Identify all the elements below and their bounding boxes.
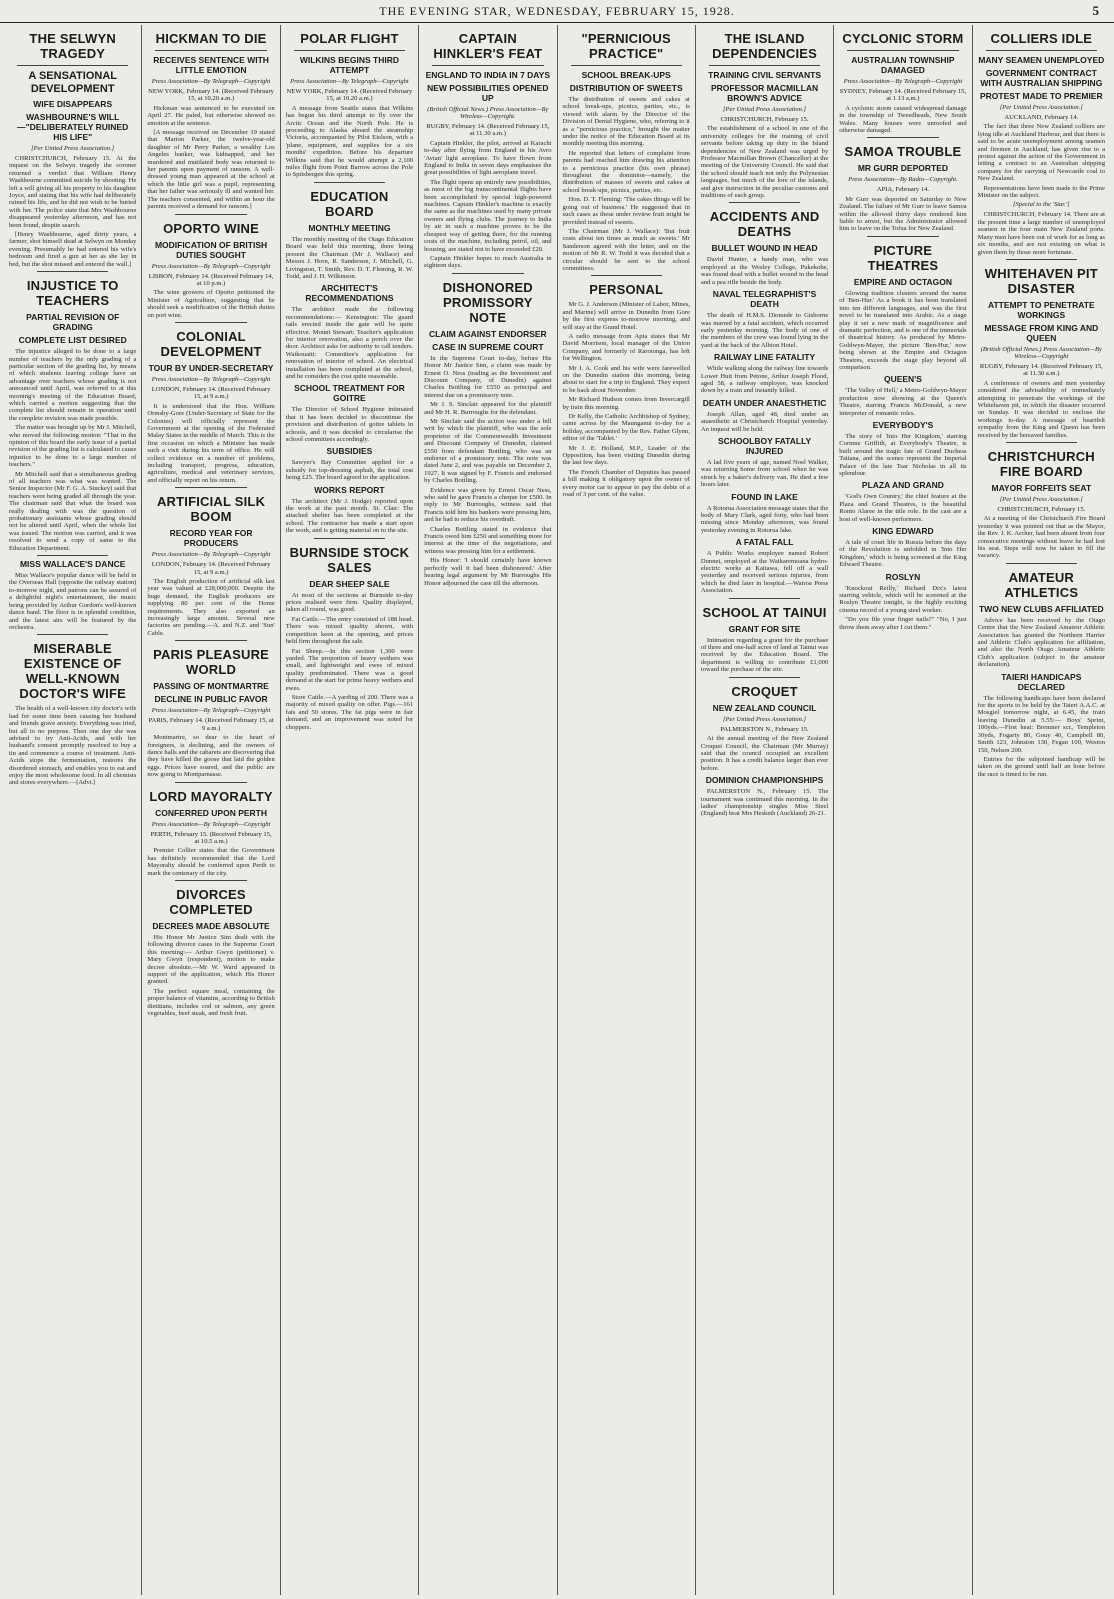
- subheading: MISS WALLACE'S DANCE: [19, 559, 126, 570]
- divider: [155, 50, 266, 51]
- dateline: PERTH, February 15. (Received February 15, at 10.5 a.m.): [150, 830, 272, 845]
- masthead-title: THE EVENING STAR, WEDNESDAY, FEBRUARY 15, 1928.: [379, 3, 735, 18]
- subheading: MR GURR DEPORTED: [857, 163, 949, 174]
- article-paragraph: At a meeting of the Christchurch Fire Board yesterday it was pointed out that as the Mayor, the Rev. J. K. Archer, had been absent from four consecutive meetings without leave he had lost his seat. Steps will now be taken to fill the vacancy.: [977, 515, 1105, 560]
- subheading: TRAINING CIVIL SERVANTS: [708, 70, 821, 80]
- subheading: MANY SEAMEN UNEMPLOYED: [978, 55, 1105, 65]
- article-paragraph: Entries for the subjoined handicap will be taken on the ground until half an hour before the race is timed to be run.: [977, 755, 1105, 778]
- byline: [Per United Press Association.]: [723, 106, 807, 113]
- headline: POLAR FLIGHT: [300, 31, 399, 46]
- divider: [175, 880, 246, 881]
- subheading: EMPIRE AND OCTAGON: [853, 276, 953, 287]
- article-paragraph: The English production of artificial silk last year was valued at £28,000,000. Despite the huge demand, the English producers are supplying 80 per cent of the Home requirements. They also exported an increasingly large amount. Several new factories are pending.—A. and N.Z. and 'Sun' Cable.: [147, 578, 275, 637]
- article-paragraph: Mr Gurr was deported on Saturday to New Zealand. The failure of Mr Gurr to leave Samoa within the allowed thirty days rendered him liable to arrest, but the Administrator allowed him to leave on the Tofua for New Zealand.: [839, 195, 967, 233]
- byline: Press Association—By Telegraph—Copyright: [151, 820, 271, 828]
- headline: PARIS PLEASURE WORLD: [153, 647, 270, 678]
- article-paragraph: At most of the sections at Burnside to-day prices realised were firm. Quality displayed, taken all round, was good.: [285, 591, 414, 614]
- byline: Press Association—By Telegraph—Copyright: [151, 375, 271, 383]
- byline: [Per United Press Association.]: [31, 145, 115, 152]
- column-6: [696, 25, 834, 1595]
- column-7: [834, 25, 972, 1595]
- dateline: CHRISTCHURCH, February 15.: [997, 505, 1086, 513]
- article-paragraph: Mr G. J. Anderson (Minister of Labor, Mines, and Marine) will arrive in Dunedin from Gore by the first express to-morrow morning, and will stay at the Grand Hotel.: [562, 301, 690, 331]
- subheading: QUEEN'S: [883, 374, 922, 385]
- byline: Press Association—By Telegraph—Copyright: [151, 262, 271, 270]
- headline: EDUCATION BOARD: [310, 188, 389, 219]
- subheading: CASE IN SUPREME COURT: [432, 341, 544, 352]
- article-paragraph: David Hunter, a handy man, who was employed at the Wesley College, Pukekohe, was found dead with a bullet wound in the head and a pea rifle beside the body.: [700, 256, 829, 286]
- divider: [709, 65, 820, 66]
- headline: DISHONORED PROMISSORY NOTE: [442, 279, 533, 325]
- divider: [37, 271, 108, 272]
- subheading: BULLET WOUND IN HEAD: [711, 243, 818, 254]
- headline: CAPTAIN HINKLER'S FEAT: [433, 31, 543, 61]
- divider: [175, 322, 246, 323]
- article-paragraph: Fat Cattle.—The entry consisted of 188 head. There was mixed quality shown, with competition keen at the opening, and prices held firm throughout the sale.: [285, 615, 414, 646]
- dateline: LISBON, February 14. (Received February 14, at 10 p.m.): [148, 272, 274, 287]
- article-paragraph: The matter was brought up by Mr J. Mitchell, who moved the following motion: "That in the opinion of this board the early issue of a partial revision of the grading list is calculated to cause injustice to be done to a large number of teachers.": [9, 424, 137, 469]
- article-paragraph: Store Cattle.—A yarding of 200. There was a majority of mixed quality on offer. Pigs.—161 fats and 50 stores. The fat pigs were in fair demand, and an improvement was noted for choppers.: [285, 693, 414, 731]
- article-paragraph: The following handicaps have been declared for the sports to be held by the Taieri A.A.C. at Mosgiel tomorrow night, at 6.45, the train leaving Dunedin at 5.55:— Boys' Sprint, 100yds.—First heat: Bremner scr., Templeton 30yds, Fogarty 80, Gouy 40, Campbell 80, Smith 123, Johnston 130, Fegan 100, Weston 150, Nelson 200.: [977, 694, 1105, 754]
- article-paragraph: The health of a well-known city doctor's wife had for some time been causing her husband and friends grave anxiety. Everything was tried, but all to no purpose. Then one day she was advised to try Anti-Acids, and with her husband's consent promptly resolved to buy a tin and commence a course of treatment. Anti-Acids stops the fermentation, restores the disordered stomach, and enables you to eat and enjoy the most wholesome food. In all chemists and stores everywhere.—[Advt.]: [9, 705, 137, 787]
- subheading: SCHOOL BREAK-UPS: [581, 70, 671, 80]
- subheading: PASSING OF MONTMARTRE: [153, 681, 269, 692]
- subheading: MODIFICATION OF BRITISH DUTIES SOUGHT: [154, 239, 268, 260]
- article-paragraph: 'Knockout Reilly,' Richard Dix's latest starring vehicle, which will be screened at the Roslyn Theatre tonight, is the highly exciting cinema record of a young steel worker.: [839, 584, 967, 614]
- dateline: PALMERSTON N., February 15.: [720, 725, 809, 733]
- divider: [37, 634, 108, 635]
- subheading: CONFERRED UPON PERTH: [155, 807, 268, 818]
- divider: [591, 275, 662, 276]
- subheading: ARCHITECT'S RECOMMENDATIONS: [305, 283, 394, 304]
- subheading: ATTEMPT TO PENETRATE WORKINGS: [987, 299, 1095, 320]
- article-paragraph: A lad five years of age, named Noel Walker, was returning home from school when he was struck by a baker's delivery van. He died a few hours later.: [700, 458, 829, 489]
- subheading: GRANT FOR SITE: [728, 623, 801, 634]
- byline: [Per United Press Association.]: [723, 715, 807, 723]
- headline: PERSONAL: [589, 282, 664, 298]
- divider: [986, 50, 1097, 51]
- article-paragraph: Hickman was sentenced to be executed on April 27. He paled, but otherwise showed no emotion at the sentence.: [147, 104, 275, 127]
- column-1: [4, 25, 142, 1595]
- divider: [1006, 442, 1077, 443]
- subheading: RECEIVES SENTENCE WITH LITTLE EMOTION: [153, 55, 269, 75]
- article-paragraph: The perfect square meal, containing the proper balance of vitamins, according to British dietitians, includes cod or salmon, any green vegetables, beef steak, and fresh fruit.: [147, 987, 275, 1018]
- article-paragraph: Hon. D. T. Fleming: 'The cakes things will be going out of business.' He suggested that in such cases as these under review fruit might be provided instead of sweets.: [562, 196, 690, 226]
- subheading: NEW POSSIBILITIES OPENED UP: [427, 83, 549, 103]
- article-paragraph: 'God's Own Country,' the chief feature at the Plaza and Grand Theatres, is the beautiful Ronto Alaree in the title role. In the cast are a host of well-known performers.: [839, 493, 967, 523]
- headline: CROQUET: [731, 683, 798, 699]
- divider: [1006, 259, 1077, 260]
- subheading: TWO NEW CLUBS AFFILIATED: [978, 603, 1104, 614]
- subheading: PLAZA AND GRAND: [861, 480, 944, 491]
- article-paragraph: Sawyer's Bay Committee applied for a subsidy for top-dressing asphalt, the total cost being £25. The board agreed to the application.: [285, 459, 414, 482]
- headline: PICTURE THEATRES: [867, 242, 939, 273]
- headline: SAMOA TROUBLE: [844, 144, 962, 160]
- divider: [314, 182, 385, 183]
- headline: AMATEUR ATHLETICS: [1004, 569, 1079, 600]
- article-paragraph: The distribution of sweets and cakes at school break-ups, picnics, parties, etc., is viewed with alarm by the Director of the Division of Dental Hygiene, who, referring to it as a "pernicious practice," brought the matter under the notice of the Education Board at its monthly meeting this morning.: [562, 96, 690, 148]
- dateline: NEW YORK, February 14. (Received February 15, at 10.20 a.m.): [148, 88, 274, 103]
- columns-container: [0, 23, 1114, 1595]
- column-3: [281, 25, 419, 1595]
- article-paragraph: Captain Hinkler hopes to reach Australia in eighteen days.: [424, 254, 552, 270]
- divider: [729, 598, 800, 599]
- article-paragraph: Glowing tradition clusters around the name of 'Ben-Hur.' As a book it has been translated into ten different languages, and was the first novel to be translated into Arabic. As a stage play it set a new mark of magnificence and dramatic perfection, and is one of the immortals of theatrical history. As produced by Metro-Goldwyn-Mayer, the picture 'Ben-Hur,' now being shown at the Empire and Octagon Theatres, exceeds the stage play beyond all comparison.: [839, 289, 967, 371]
- dateline: CHRISTCHURCH, February 15.: [720, 116, 809, 123]
- article-paragraph: Montmartre, so dear to the heart of foreigners, is declining, and the owners of dance halls and the cabarets are discovering that they have killed the goose that laid the golden eggs. Prices have soared, and the public are now going to Montparnasse.: [147, 734, 275, 779]
- dateline: PARIS, February 14. (Received February 15, at 9 a.m.): [148, 717, 274, 732]
- article-paragraph: Representations have been made to the Prime Minister on the subject.: [977, 184, 1105, 200]
- article-paragraph: Fat Sheep.—In this section 1,300 were yarded. The proportion of heavy wethers was small, and lightweight and ewes of mixed quality predominated. There was a good demand at the start for prime heavy wethers and ewes.: [285, 647, 414, 692]
- article-paragraph: A Rotorua Association message states that the body of Mary Clark, aged forty, who had been missing since Monday afternoon, was found yesterday evening in Rotorua lake.: [700, 504, 829, 534]
- subheading: WILKINS BEGINS THIRD ATTEMPT: [299, 55, 400, 75]
- dateline: RUGBY, February 14. (Received February 15, at 11.30 a.m.): [979, 362, 1103, 378]
- headline: CHRISTCHURCH FIRE BOARD: [987, 448, 1095, 479]
- subheading: KING EDWARD: [872, 526, 934, 537]
- divider: [847, 50, 958, 51]
- subheading: A FATAL FALL: [735, 537, 794, 548]
- byline: [Per United Press Association.]: [999, 495, 1083, 503]
- subheading: RAILWAY LINE FATALITY: [713, 352, 816, 363]
- subheading: SCHOOLBOY FATALLY INJURED: [717, 435, 812, 456]
- article-paragraph: A conference of owners and men yesterday considered the advisability of immediately attempting to penetrate the workings of the Whitehaven pit, in which the disaster occurred on Sunday. It was decided to enclose the workings to-day. A message of heartfelt sympathy from the King and Queen has been received by the bereaved families.: [977, 379, 1105, 439]
- subheading: MESSAGE FROM KING AND QUEEN: [984, 322, 1099, 343]
- headline: BURNSIDE STOCK SALES: [289, 544, 410, 575]
- article-paragraph: He reported that letters of complaint from parents had reached him drawing his attention to a pernicious practice (his own phrase) throughout the dominion—namely, the distribution of masses of sweets and cakes at school break-ups, picnics, parties, etc.: [562, 149, 690, 194]
- article-paragraph: Mr J. A. Cook and his wife were farewelled on the Dunedin station this morning, being about to start for a trip to England. They expect to be back about November.: [562, 364, 690, 394]
- masthead: [0, 0, 1114, 23]
- headline: ARTIFICIAL SILK BOOM: [156, 494, 266, 525]
- subheading: DOMINION CHAMPIONSHIPS: [705, 775, 824, 786]
- divider: [1006, 563, 1077, 564]
- byline: [Per United Press Association.]: [999, 104, 1083, 111]
- byline: (British Official News.) Press Association—By Wireless—Copyright.: [427, 106, 549, 120]
- divider: [175, 782, 246, 783]
- subheading: PROFESSOR MACMILLAN BROWN'S ADVICE: [710, 83, 819, 103]
- subheading: MAYOR FORFEITS SEAT: [991, 482, 1092, 493]
- subheading: A SENSATIONAL DEVELOPMENT: [28, 70, 117, 95]
- headline: HICKMAN TO DIE: [155, 31, 267, 46]
- article-paragraph: His Honor Mr Justice Sim dealt with the following divorce cases in the Supreme Court this morning:— Arthur Gwyn (petitioner) v. Mary Gwyn (respondent), motion to make decree absolute.—Mr W. Ward appeared in support of the application, which His Honor granted.: [147, 933, 275, 986]
- headline: THE ISLAND DEPENDENCIES: [712, 31, 818, 61]
- divider: [867, 236, 938, 237]
- article-paragraph: At the annual meeting of the New Zealand Croquet Council, the Chairman (Mr Murray) said that the council occupied an excellent position. It has a credit balance larger than ever before.: [700, 735, 829, 772]
- article-paragraph: A tale of court life in Russia before the days of the Revolution is unfolded in 'Into Her Kingdom,' which is being screened at the King Edward Theatre.: [839, 539, 967, 569]
- article-paragraph: The wine growers of Oporto petitioned the Minister of Agriculture, suggesting that he should seek a modification of the British duties on port wine.: [147, 289, 275, 319]
- byline: Press Association—By Telegraph—Copyright: [151, 707, 271, 715]
- headline: "PERNICIOUS PRACTICE": [581, 31, 671, 61]
- subheading: PROTEST MADE TO PREMIER: [979, 91, 1103, 101]
- divider: [432, 65, 543, 66]
- headline: CYCLONIC STORM: [842, 31, 964, 46]
- subheading: DECLINE IN PUBLIC FAVOR: [154, 694, 268, 705]
- article-paragraph: Intimation regarding a grant for the purchase of three and one-half acres of land at Tainui was received by the Education Board. The department is willing to contribute £1,000 toward the purchase of the site.: [700, 636, 829, 674]
- article-paragraph: A radio message from Apia states that Mr David Morrison, local manager of the Union Company, and formerly of Rarotonga, has left for Wellington.: [562, 332, 690, 363]
- article-paragraph: Captain Hinkler, the pilot, arrived at Karachi to-day after flying from England in his Avro 'Avian' light aeroplane. To have flown from England to India in seven days emphasises the great possibilities of light aeroplane travel.: [424, 139, 552, 177]
- article-paragraph: The monthly meeting of the Otago Education Board was held this morning, there being present the Chairman (Mr J. Wallace) and Messrs J. Horn, R. Sanderson, J. Mitchell, G. Livingston, T. Smith, Rev. D. T. Fleming, R. W. Todd, and J. H. Wilkinson.: [285, 235, 414, 280]
- dateline: APIA, February 14.: [876, 186, 930, 194]
- subheading: MONTHLY MEETING: [308, 222, 391, 233]
- subheading: EVERYBODY'S: [872, 419, 934, 430]
- article-paragraph: Premier Collier states that the Government has definitely recommended that the Lord Mayoralty should be conferred upon Perth to mark the centenary of the city.: [147, 847, 275, 877]
- article-paragraph: The French Chamber of Deputies has passed a bill making it obligatory upon the owner of every motor car to appear to pay the debts of a road of 3 per cent. of the value.: [562, 468, 690, 499]
- subheading: NEW ZEALAND COUNCIL: [712, 702, 817, 713]
- article-paragraph: The story of 'Into Her Kingdom,' starring Corinne Griffith, at Everybody's Theatre, is built around the tragic fate of Grand Duchess Tatiana, and the scenes represent the Imperial Palace of the late Tsar Nicholas in all its splendour.: [839, 432, 967, 477]
- headline: DIVORCES COMPLETED: [169, 886, 253, 917]
- article-paragraph: The injustice alleged to be done to a large number of teachers by the only grading of a particular section of the grading list, by means of which students leaving college have an advantage over teachers whose grading is not announced until April, was referred to at this morning's meeting of the Education Board, which carried a motion suggesting that the complete list should remain in operation until the complete revision was made possible.: [9, 348, 137, 422]
- subheading: WASHBOURNE'S WILL—"DELIBERATELY RUINED HIS LIFE": [17, 112, 129, 142]
- divider: [729, 202, 800, 203]
- byline: Press Association—By Telegraph—Copyright: [290, 78, 409, 85]
- column-4: [419, 25, 557, 1595]
- headline: OPORTO WINE: [163, 220, 259, 236]
- article-paragraph: CHRISTCHURCH, February 14. There are at the present time a large number of unemployed seamen in the four main New Zealand ports. Many men have been out of work for as long as six months, and are not existing on what is given them by those more fortunate.: [977, 211, 1105, 256]
- article-paragraph: The fact that three New Zealand colliers are lying idle at Auckland Harbour, and that there is said to be acute unemployment among seamen and firemen in Auckland, has given rise to a protest against the action of the Government in letting a contract to an Australian shipping company for the carrying of Newcastle coal to New Zealand.: [977, 123, 1105, 183]
- subheading: WORKS REPORT: [314, 484, 385, 495]
- article-paragraph: The establishment of a school in one of the university colleges for the training of civil servants before taking up duty in the Island dependencies of New Zealand was urged by Professor Macmillan Brown (Chancellor) at the meeting of the University Council. He said that the school should teach not only the Polynesian languages, but much of the lore of the islands, and give instruction in the peculiar customs and traditions of each group.: [700, 125, 829, 200]
- article-paragraph: Dr Kelly, the Catholic Archbishop of Sydney, came across by the Maunganui to-day for a holiday, accompanied by the Rev. Father Glynn, editor of the 'Tablet.': [562, 413, 690, 443]
- dateline: LONDON, February 14. (Received February 15, at 9 a.m.): [151, 385, 271, 401]
- dateline: LONDON, February 14. (Received February 15, at 9 a.m.): [151, 561, 271, 576]
- byline: [Special to the 'Star.']: [1013, 201, 1070, 209]
- headline: INJUSTICE TO TEACHERS: [26, 278, 119, 309]
- headline: COLLIERS IDLE: [990, 31, 1093, 46]
- divider: [175, 487, 246, 488]
- subheading: ENGLAND TO INDIA IN 7 DAYS: [425, 70, 550, 80]
- divider: [571, 65, 682, 66]
- subheading: ROSLYN: [885, 571, 921, 582]
- column-2: [142, 25, 280, 1595]
- divider: [867, 137, 938, 138]
- article-paragraph: His Honor: 'I should certainly have known perfectly well it had been dishonored.' After hearing legal argument by Mr Burroughs His Honor adjourned the case till the afternoon.: [424, 557, 552, 587]
- article-paragraph: Mr Sinclair said the action was under a bill writ by which the plaintiff, who was the sole proprietor of the Commonwealth Investment and Discount Company of Dunedin, claimed £550 from defendant Bottling, who was an endorser of a promissory note. The note was dated June 2, and was payable on December 2, 1927. It was signed by F. Francis and endorsed by Charles Bottling.: [424, 417, 552, 485]
- byline: (British Official News.) Press Association—By Wireless—Copyright: [980, 345, 1102, 360]
- byline: Press Association—By Telegraph—Copyright: [843, 78, 963, 85]
- article-paragraph: A Public Works employee named Robert Dunnet, employed at the Waikaremoana hydro-electric works at Kaitawa, fell off a wall yesterday and received serious injuries, from which he died later in hospital.—Wairoa Press Association.: [700, 550, 829, 595]
- headline: MISERABLE EXISTENCE OF WELL-KNOWN DOCTOR'S WIFE: [19, 641, 126, 702]
- divider: [294, 50, 405, 51]
- subheading: NAVAL TELEGRAPHIST'S DEATH: [712, 289, 817, 310]
- article-paragraph: The Director of School Hygiene intimated that it has been decided to discontinue the provision and distribution of goitre tablets in schools, and it was decided to circularise the school committees accordingly.: [285, 406, 414, 443]
- divider: [729, 677, 800, 678]
- column-5: [558, 25, 696, 1595]
- subheading: RECORD YEAR FOR PRODUCERS: [169, 528, 253, 549]
- subheading: FOUND IN LAKE: [731, 491, 798, 502]
- article-paragraph: "Do you file your finger nails?" "No, I just throw them away after I cut them.": [839, 616, 967, 631]
- article-paragraph: Mr Richard Hudson comes from Invercargill by train this morning.: [562, 396, 690, 411]
- subheading: TAIERI HANDICAPS DECLARED: [1001, 671, 1082, 692]
- divider: [314, 538, 385, 539]
- page-number: 5: [1092, 3, 1100, 18]
- article-paragraph: CHRISTCHURCH, February 15. At the inquest on the Selwyn tragedy the coroner returned a verdict that William Henry Washbourne committed suicide by shooting. He left a will giving all his property to his daughter Joyce, and stating that his wife had deliberately ruined his life, and he did not wish to be buried with her. The police state that Mrs Washbourne disappeared yesterday afternoon, and has not been found, despite search.: [9, 155, 137, 229]
- article-paragraph: Mr Mitchell said that a simultaneous grading of all teachers was what was wanted. The Senior Inspector (Mr F. G. A. Stuckey) said that teachers were being graded all through the year. The chairman said that what the board was really dealing with was the question of probationary assistants whose grading should not be altered until April, when the whole list was issued. The motion was carried, and it was resolved to send a copy of same to the Education Department.: [9, 470, 137, 552]
- article-paragraph: Evidence was given by Ernest Oscar Ness, who said he gave Francis a cheque for £500. In reply to Mr Burroughs, witness said that Francis told him his bankers were pressing him, and he had to reduce his overdraft.: [424, 486, 552, 524]
- subheading: AUSTRALIAN TOWNSHIP DAMAGED: [851, 55, 955, 75]
- divider: [175, 214, 246, 215]
- article-paragraph: Miss Wallace's popular dance will be held in the Overseas Hall (opposite the railway station) to-morrow night, and patrons can be assured of a delightful night's entertainment, the music being provided by Arthur Gordon's well-known dance band. The floor is in splendid condition, and the latest airs will be featured by the orchestra.: [9, 572, 137, 631]
- article-paragraph: In the Supreme Court to-day, before His Honor Mr Justice Sim, a claim was made by Ernest O. Ness (trading as the Investment and Discount Company, of Dunedin) against Charles Bottling for £550 as principal and interest due on a promissory note.: [424, 354, 552, 399]
- article-paragraph: [Henry Washbourne, aged thirty years, a farmer, shot himself dead at Selwyn on Monday evening. Presumably he had entered his wife's bedroom and fired a gun at her as she lay in bed, but the shot missed and entered the wall.]: [9, 231, 137, 268]
- dateline: AUCKLAND, February 14.: [1004, 114, 1079, 121]
- divider: [37, 555, 108, 556]
- article-paragraph: Mr J. E. Holland, M.P., Leader of the Opposition, has been visiting Dunedin during the last few days.: [562, 444, 690, 467]
- subheading: CLAIM AGAINST ENDORSER: [428, 328, 547, 339]
- subheading: DECREES MADE ABSOLUTE: [152, 920, 270, 931]
- dateline: NEW YORK, February 14. (Received February 15, at 10.20 a.m.): [286, 88, 413, 103]
- subheading: GOVERNMENT CONTRACT WITH AUSTRALIAN SHIPPING: [980, 68, 1103, 88]
- article-paragraph: Mr J. S. Sinclair appeared for the plaintiff and Mr H. R. Burroughs for the defendant.: [424, 401, 552, 416]
- article-paragraph: PALMERSTON N., February 15. The tournament was continued this morning. In the ladies' championship singles Miss Steel (England) beat Mrs Hesketh (Auckland) 26-21.: [700, 788, 829, 818]
- dateline: RUGBY, February 14. (Received February 15, at 11.30 a.m.): [426, 123, 550, 138]
- headline: WHITEHAVEN PIT DISASTER: [984, 265, 1098, 296]
- article-paragraph: 'The Valley of Hell,' a Metro-Goldwyn-Mayer production now showing at the Queen's Theatre, starring Francis McDonald, a new interpreter of romantic roles.: [839, 387, 967, 417]
- subheading: SUBSIDIES: [326, 446, 373, 457]
- article-paragraph: Charles Bottling stated in evidence that Francis owed him £250 and something more for interest at the time of the negotiations, and witness was pressing him for a settlement.: [424, 525, 552, 555]
- headline: SCHOOL AT TAINUI: [702, 604, 827, 620]
- article-paragraph: The Chairman (Mr J. Wallace): 'But fruit costs about ten times as much as sweets.' Mr Sanderson agreed with the letter, and on the motion of Mr R. W. Todd it was decided that a circular should be sent to the school committees.: [562, 227, 690, 272]
- article-paragraph: The architect made the following recommendations:— Kensington: The guard rails erected inside the gate will be quite effective. Mount Stewart: Teacher's application for interior renovation, also a porch over the door. Architect asks for authority to call tenders. Waikouaiti: Committee's application for renovation of interior of school. An electrical installation has been completed at the school, and he considers the cost quite reasonable.: [285, 306, 414, 380]
- article-paragraph: It is understood that the Hon. William Ormsby-Gore (Under-Secretary of State for the Colonies) will officially represent the Government at the opening of the Federated Malay States in the middle of March. This is the first occasion on which a Minister has made such a visit during his term of office. He will collect evidence on a number of problems, including transport, progress, education, agriculture, medical and veterinary services, and officially report on his return.: [147, 402, 275, 484]
- article-paragraph: The death of H.M.S. Diomede to Gisborne was marred by a fatal accident, which occurred early yesterday morning. The body of one of the members of the crew was found lying in the yard at the back of the Albion Hotel.: [700, 312, 829, 349]
- article-paragraph: [A message received on December 19 stated that Marion Parker, the twelve-year-old daughter of Mr Perry Parker, a wealthy Los Angeles banker, was kidnapped, and her murdered and mutilated body was returned to her parents upon payment of ransom. A well-dressed young man appeared at the school at which the little girl was a pupil, representing that her father was seriously ill and wanted her. The teachers consented, and within an hour the parents received a demand for ransom.]: [147, 129, 275, 211]
- byline: Press Association—By Telegraph—Copyright: [151, 551, 271, 559]
- article-paragraph: The flight opens up entirely new possibilities, as most of the big transcontinental flights have been accomplished by special high-powered machines. Captain Hinkler's machine is exactly the same as the machines used by many private owners and flying clubs. The journey to India by air in such a machine proves to be the cheapest way of getting there, for the running costs of the machine, including petrol, oil, and housing, are stated not to have exceeded £20.: [424, 178, 552, 253]
- article-paragraph: A cyclonic storm caused widespread damage in the township of Tweedheads, New South Wales. Many houses were unroofed and otherwise damaged.: [839, 104, 967, 135]
- divider: [175, 640, 246, 641]
- article-paragraph: A message from Seattle states that Wilkins has begun his third attempt to fly over the Arctic Ocean and the North Pole. He is proceeding to Alaska aboard the steamship Victoria, accompanied by Pilot Eielson, with a 'plane, equipment, and supplies for a six months' expedition. Before his departure Wilkins said that he would attempt a 2,100 miles flight from Point Barrow across the Pole to Spitsbergen this spring.: [285, 104, 414, 179]
- subheading: COMPLETE LIST DESIRED: [18, 335, 127, 346]
- dateline: SYDNEY, February 14. (Received February 15, at 1.13 a.m.): [839, 88, 967, 103]
- article-paragraph: The architect (Mr J. Hodge) reported upon the work at the past month. St. Clair: The attached shelter has been completed at the school. The contractor has made a start upon the work, and is getting material on to the site.: [285, 497, 414, 535]
- headline: ACCIDENTS AND DEATHS: [709, 209, 820, 240]
- article-paragraph: While walking along the railway line towards Lower Hutt from Petone, Arthur Joseph Flood, aged 58, a railway employee, was knocked down by a train and instantly killed.: [700, 365, 829, 395]
- subheading: PARTIAL REVISION OF GRADING: [26, 312, 120, 333]
- byline: Press Association—By Radio—Copyright.: [848, 176, 958, 184]
- column-8: [973, 25, 1110, 1595]
- divider: [452, 273, 523, 274]
- article-paragraph: Advice has been received by the Otago Centre that the New Zealand Amateur Athletic Association has granted the Northern Harrier and Athletic Club's application for affiliation, and also the North Otago Amateur Athletic Club's application (subject to the amateur declaration).: [977, 616, 1105, 669]
- headline: THE SELWYN TRAGEDY: [29, 31, 116, 61]
- byline: Press Association—By Telegraph—Copyright: [151, 78, 271, 85]
- subheading: DEATH UNDER ANAESTHETIC: [702, 397, 827, 408]
- subheading: SCHOOL TREATMENT FOR GOITRE: [294, 383, 405, 404]
- headline: LORD MAYORALTY: [149, 788, 273, 804]
- divider: [17, 65, 128, 66]
- headline: COLONIAL DEVELOPMENT: [160, 328, 262, 359]
- subheading: DEAR SHEEP SALE: [309, 578, 390, 589]
- subheading: WIFE DISAPPEARS: [33, 99, 113, 109]
- subheading: DISTRIBUTION OF SWEETS: [569, 83, 683, 93]
- article-paragraph: Joseph Allan, aged 48, died under an anaesthetic at Christchurch Hospital yesterday. An inquest will be held.: [700, 410, 829, 433]
- subheading: TOUR BY UNDER-SECRETARY: [148, 362, 274, 373]
